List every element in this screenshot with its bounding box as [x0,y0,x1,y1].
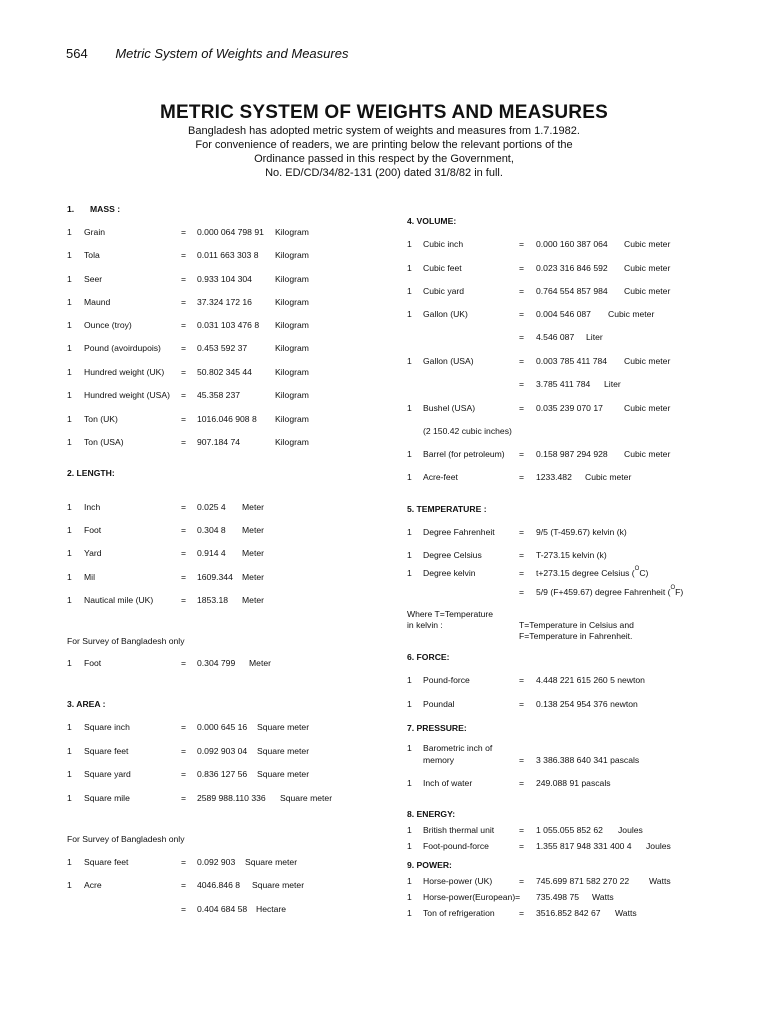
conversion-value: 0.000 160 387 064 [536,239,608,249]
row-count: 1 [67,297,72,307]
intro-line: Ordinance passed in this respect by the Government, [254,153,514,165]
row-count: 1 [407,908,412,918]
target-unit: Meter [242,595,264,605]
unit-name: Square yard [84,769,131,779]
where-note: F=Temperature in Fahrenheit. [519,631,633,641]
unit-name: Degree kelvin [423,568,476,578]
target-unit: Joules [646,841,671,851]
unit-name: Grain [84,227,106,237]
row-count: 1 [67,722,72,732]
conversion-value: 0.025 4 [197,502,226,512]
conversion-value: 0.004 546 087 [536,309,591,319]
target-unit: Kilogram [275,320,309,330]
equals-sign: = [181,502,187,512]
target-unit: Cubic meter [624,286,671,296]
unit-name: memory [423,755,455,765]
unit-name: Cubic yard [423,286,465,296]
unit-name: Foot [84,525,102,535]
equals-sign: = [181,297,187,307]
equals-sign: = [519,550,525,560]
target-unit: Cubic meter [608,309,655,319]
row-count: 1 [67,390,72,400]
target-unit: Square meter [252,880,305,890]
unit-name: Horse-power(European)= [423,892,521,902]
row-count: 1 [67,525,72,535]
unit-name: Poundal [423,699,455,709]
target-unit: Watts [592,892,614,902]
unit-name: Acre [84,880,102,890]
unit-name: Foot [84,658,102,668]
row-count: 1 [407,472,412,482]
unit-name: Ton (UK) [84,414,118,424]
conversion-value: 3516.852 842 67 [536,908,601,918]
row-count: 1 [67,250,72,260]
conversion-value: 4.448 221 615 260 5 newton [536,675,645,685]
target-unit: Kilogram [275,367,309,377]
equals-sign: = [519,403,525,413]
conversion-value: 1016.046 908 8 [197,414,257,424]
equals-sign: = [181,525,187,535]
conversion-value: 1853.18 [197,595,229,605]
equals-sign: = [519,841,525,851]
equals-sign: = [519,699,525,709]
row-count: 1 [67,658,72,668]
target-unit: Kilogram [275,390,309,400]
conversion-value: 0.023 316 846 592 [536,263,608,273]
equals-sign: = [181,746,187,756]
conversion-value: 0.158 987 294 928 [536,449,608,459]
unit-name: Bushel (USA) [423,403,476,413]
conversion-value: 1233.482 [536,472,572,482]
section-heading: 9. POWER: [407,860,452,870]
row-count: 1 [67,367,72,377]
row-count: 1 [407,892,412,902]
target-unit: Cubic meter [624,449,671,459]
row-count: 1 [67,548,72,558]
row-count: 1 [67,414,72,424]
unit-name: Square feet [84,746,129,756]
row-count: 1 [407,699,412,709]
intro-line: No. ED/CD/34/82-131 (200) dated 31/8/82 in full. [265,167,503,179]
conversion-value: 0.092 903 [197,857,236,867]
conversion-value: 3.785 411 784 [536,379,591,389]
running-header [66,46,348,61]
section-heading: 5. TEMPERATURE : [407,504,487,514]
unit-name: Ton of refrigeration [423,908,495,918]
unit-name: Foot-pound-force [423,841,489,851]
equals-sign: = [519,309,525,319]
conversion-value: 1 055.055 852 62 [536,825,603,835]
row-count: 1 [67,502,72,512]
target-unit: Meter [249,658,271,668]
equals-sign: = [181,390,187,400]
equals-sign: = [519,356,525,366]
conversion-value: 50.802 345 44 [197,367,252,377]
unit-name: Yard [84,548,102,558]
intro-line: Bangladesh has adopted metric system of weights and measures from 1.7.1982. [188,125,580,137]
unit-name: Degree Celsius [423,550,482,560]
target-unit: Square meter [257,722,310,732]
equals-sign: = [519,263,525,273]
target-unit: Cubic meter [624,239,671,249]
equals-sign: = [181,414,187,424]
conversion-value: 0.304 8 [197,525,226,535]
target-unit: Square meter [245,857,298,867]
conversion-value: 0.035 239 070 17 [536,403,603,413]
conversion-value: 0.764 554 857 984 [536,286,608,296]
equals-sign: = [519,332,525,342]
row-count: 1 [407,550,412,560]
section-heading: 2. LENGTH: [67,468,115,478]
target-unit: Cubic meter [624,263,671,273]
equals-sign: = [519,675,525,685]
row-count: 1 [67,320,72,330]
unit-name: Inch of water [423,778,473,788]
row-count: 1 [67,595,72,605]
equals-sign: = [181,343,187,353]
unit-name: Hundred weight (UK) [84,367,165,377]
row-count: 1 [67,793,72,803]
equals-sign: = [181,367,187,377]
where-note: T=Temperature in Celsius and [519,620,634,630]
conversion-value: 249.088 91 pascals [536,778,611,788]
unit-name: Maund [84,297,111,307]
unit-name: Square feet [84,857,129,867]
equals-sign: = [519,472,525,482]
conversion-value: 0.404 684 58 [197,904,248,914]
conversion-value: 0.138 254 954 376 newton [536,699,638,709]
row-count: 1 [407,841,412,851]
row-count: 1 [407,239,412,249]
where-note: Where T=Temperature [407,609,494,619]
equals-sign: = [181,904,187,914]
row-count: 1 [67,880,72,890]
equals-sign: = [181,658,187,668]
equals-sign: = [181,793,187,803]
conversion-value: T-273.15 kelvin (k) [536,550,607,560]
page-number: 564 [66,46,88,61]
row-count: 1 [407,743,412,753]
conversion-value: 9/5 (T-459.67) kelvin (k) [536,527,627,537]
survey-note: For Survey of Bangladesh only [67,636,185,646]
target-unit: Kilogram [275,414,309,424]
unit-name: Cubic inch [423,239,464,249]
row-count: 1 [407,825,412,835]
equals-sign: = [181,548,187,558]
row-count: 1 [67,857,72,867]
equals-sign: = [519,825,525,835]
equals-sign: = [519,587,525,597]
target-unit: Hectare [256,904,287,914]
target-unit: Cubic meter [624,403,671,413]
section-heading: 6. FORCE: [407,652,450,662]
conversion-value: 745.699 871 582 270 22 [536,876,630,886]
unit-name: British thermal unit [423,825,495,835]
equals-sign: = [519,755,525,765]
conversion-value: 1.355 817 948 331 400 4 [536,841,632,851]
bushel-note: (2 150.42 cubic inches) [423,426,512,436]
target-unit: Meter [242,525,264,535]
equals-sign: = [181,880,187,890]
target-unit: Kilogram [275,297,309,307]
row-count: 1 [67,572,72,582]
target-unit: Square meter [257,746,310,756]
where-note: in kelvin : [407,620,443,630]
row-count: 1 [407,527,412,537]
equals-sign: = [181,274,187,284]
unit-name: Horse-power (UK) [423,876,493,886]
target-unit: Kilogram [275,250,309,260]
target-unit: Joules [618,825,643,835]
row-count: 1 [407,263,412,273]
conversion-value: 907.184 74 [197,437,241,447]
target-unit: Kilogram [275,437,309,447]
unit-name: Square mile [84,793,130,803]
unit-name: Gallon (UK) [423,309,468,319]
row-count: 1 [407,449,412,459]
unit-name: Degree Fahrenheit [423,527,495,537]
conversion-value: 0.933 104 304 [197,274,252,284]
equals-sign: = [519,876,525,886]
target-unit: Meter [242,548,264,558]
unit-name: Seer [84,274,103,284]
equals-sign: = [519,527,525,537]
equals-sign: = [181,857,187,867]
unit-name: Nautical mile (UK) [84,595,154,605]
target-unit: Meter [242,572,264,582]
conversion-value: 45.358 237 [197,390,241,400]
conversion-value: 0.003 785 411 784 [536,356,608,366]
unit-name: Barometric inch of [423,743,493,753]
conversion-value: 4046.846 8 [197,880,241,890]
conversion-value: 3 386.388 640 341 pascals [536,755,640,765]
unit-name: Hundred weight (USA) [84,390,170,400]
unit-name: Inch [84,502,101,512]
equals-sign: = [519,778,525,788]
section-heading: 7. PRESSURE: [407,723,467,733]
equals-sign: = [181,595,187,605]
target-unit: Square meter [257,769,310,779]
section-heading: 3. AREA : [67,699,106,709]
equals-sign: = [519,239,525,249]
unit-name: Gallon (USA) [423,356,474,366]
equals-sign: = [181,227,187,237]
conversion-value: 0.092 903 04 [197,746,248,756]
conversion-value: 4.546 087 [536,332,575,342]
row-count: 1 [407,403,412,413]
unit-name: Pound-force [423,675,470,685]
equals-sign: = [181,250,187,260]
conversion-value: 0.914 4 [197,548,226,558]
section-heading: MASS : [90,204,121,214]
row-count: 1 [67,769,72,779]
equals-sign: = [519,449,525,459]
unit-name: Ounce (troy) [84,320,132,330]
row-count: 1 [407,778,412,788]
equals-sign: = [519,908,525,918]
conversion-value: 37.324 172 16 [197,297,252,307]
target-unit: Cubic meter [585,472,632,482]
row-count: 1 [67,274,72,284]
unit-name: Tola [84,250,100,260]
target-unit: Square meter [280,793,333,803]
row-count: 1 [67,227,72,237]
intro-line: For convenience of readers, we are printing below the relevant portions of the [195,139,573,151]
equals-sign: = [181,769,187,779]
equals-sign: = [181,437,187,447]
target-unit: Liter [604,379,621,389]
conversion-value: 2589 988.110 336 [197,793,266,803]
superscript: O [634,566,640,572]
row-count: 1 [407,286,412,296]
conversion-value: 735.498 75 [536,892,580,902]
row-count: 1 [407,876,412,886]
row-count: 1 [407,309,412,319]
equals-sign: = [519,379,525,389]
superscript: O [670,585,676,591]
section-heading: 8. ENERGY: [407,809,456,819]
equals-sign: = [181,722,187,732]
conversion-value: t+273.15 degree Celsius ($^O$C) [536,566,649,578]
row-count: 1 [407,356,412,366]
intro-paragraph [0,124,768,180]
row-count: 1 [67,746,72,756]
row-count: 1 [67,343,72,353]
running-title: Metric System of Weights and Measures [115,46,349,61]
target-unit: Kilogram [275,274,309,284]
row-count: 1 [67,437,72,447]
equals-sign: = [181,320,187,330]
conversion-value: 0.453 592 37 [197,343,248,353]
target-unit: Cubic meter [624,356,671,366]
equals-sign: = [519,568,525,578]
unit-name: Cubic feet [423,263,462,273]
target-unit: Kilogram [275,227,309,237]
conversion-value: 0.000 064 798 91 [197,227,264,237]
conversion-value: 0.031 103 476 8 [197,320,260,330]
target-unit: Liter [586,332,603,342]
unit-name: Ton (USA) [84,437,124,447]
conversion-value: 0.836 127 56 [197,769,248,779]
unit-name: Square inch [84,722,130,732]
conversion-value: 0.000 645 16 [197,722,248,732]
target-unit: Watts [615,908,637,918]
section-number: 1. [67,204,75,214]
equals-sign: = [519,286,525,296]
survey-note: For Survey of Bangladesh only [67,834,185,844]
row-count: 1 [407,675,412,685]
unit-name: Mil [84,572,95,582]
unit-name: Barrel (for petroleum) [423,449,505,459]
conversion-value: 0.304 799 [197,658,236,668]
conversion-value: 1609.344 [197,572,233,582]
conversion-value: 0.011 663 303 8 [197,250,259,260]
page-title: METRIC SYSTEM OF WEIGHTS AND MEASURES [160,102,608,123]
target-unit: Kilogram [275,343,309,353]
target-unit: Watts [649,876,671,886]
target-unit: Meter [242,502,264,512]
row-count: 1 [407,568,412,578]
unit-name: Pound (avoirdupois) [84,343,161,353]
equals-sign: = [181,572,187,582]
conversion-value: 5/9 (F+459.67) degree Fahrenheit ($^O$F) [536,585,684,597]
section-heading: 4. VOLUME: [407,216,457,226]
unit-name: Acre-feet [423,472,458,482]
